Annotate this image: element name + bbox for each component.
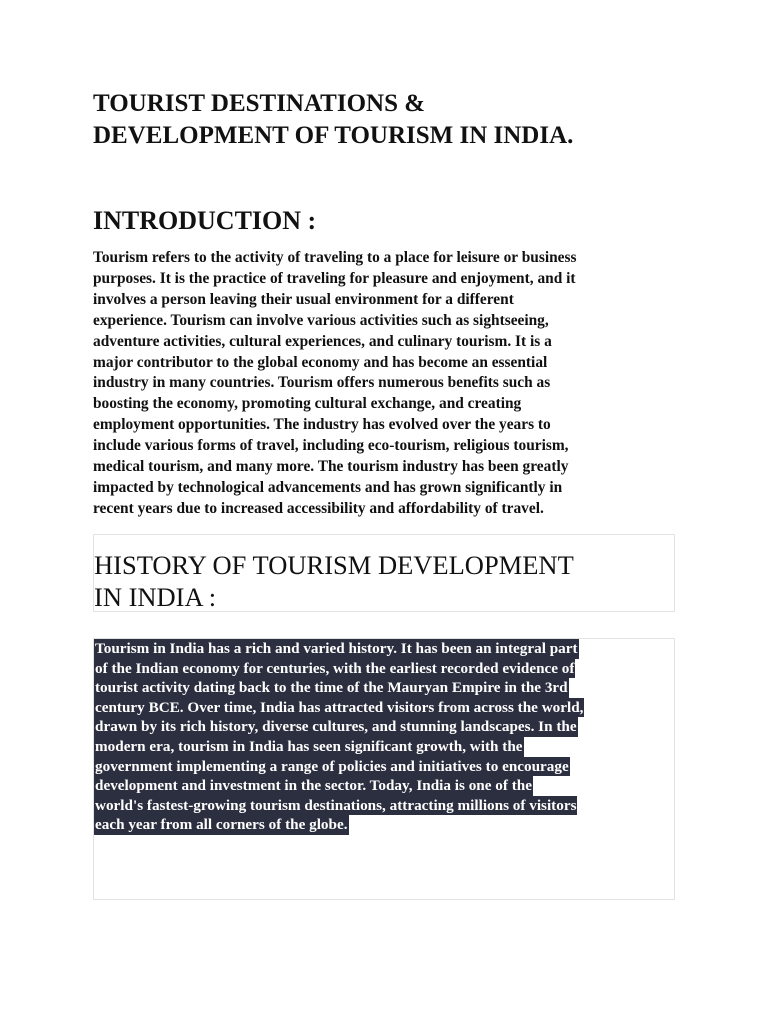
history-paragraph-selected[interactable] bbox=[94, 639, 584, 835]
intro-line: experience. Tourism can involve various activities such as sightseeing, bbox=[93, 311, 549, 329]
intro-line: purposes. It is the practice of traveling for pleasure and enjoyment, and it bbox=[93, 269, 576, 287]
selected-line[interactable]: development and investment in the sector. Today, India is one of the bbox=[95, 777, 532, 795]
intro-line: major contributor to the global economy and has become an essential bbox=[93, 353, 548, 371]
intro-line: recent years due to increased accessibility and affordability of travel. bbox=[93, 499, 544, 517]
page-title bbox=[93, 88, 693, 152]
title-line-1: TOURIST DESTINATIONS & bbox=[93, 90, 426, 117]
intro-line: include various forms of travel, including eco-tourism, religious tourism, bbox=[93, 437, 569, 455]
history-heading-box bbox=[93, 534, 675, 612]
intro-line: boosting the economy, promoting cultural exchange, and creating bbox=[93, 395, 522, 413]
selected-line[interactable]: tourist activity dating back to the time of the Mauryan Empire in the 3rd bbox=[95, 679, 568, 697]
selected-line[interactable]: each year from all corners of the globe. bbox=[95, 816, 348, 834]
selected-line[interactable]: modern era, tourism in India has seen significant growth, with the bbox=[95, 737, 523, 755]
intro-line: industry in many countries. Tourism offers numerous benefits such as bbox=[93, 374, 551, 392]
title-line-2: DEVELOPMENT OF TOURISM IN INDIA. bbox=[93, 122, 574, 149]
history-heading-line-1: HISTORY OF TOURISM DEVELOPMENT bbox=[94, 550, 574, 580]
selected-line[interactable]: Tourism in India has a rich and varied history. It has been an integral part bbox=[95, 640, 578, 657]
intro-line: employment opportunities. The industry has evolved over the years to bbox=[93, 416, 551, 434]
introduction-heading: INTRODUCTION : bbox=[93, 206, 317, 235]
intro-line: adventure activities, cultural experiences, and culinary tourism. It is a bbox=[93, 332, 552, 350]
intro-line: involves a person leaving their usual environment for a different bbox=[93, 290, 514, 308]
history-text-box[interactable] bbox=[93, 638, 675, 900]
history-heading bbox=[94, 549, 574, 613]
intro-line: impacted by technological advancements and has grown significantly in bbox=[93, 478, 563, 496]
intro-line: medical tourism, and many more. The tourism industry has been greatly bbox=[93, 458, 569, 476]
selected-line[interactable]: government implementing a range of policies and initiatives to encourage bbox=[95, 757, 569, 775]
selected-line[interactable]: drawn by its rich history, diverse cultures, and stunning landscapes. In the bbox=[95, 718, 577, 736]
intro-line: Tourism refers to the activity of traveling to a place for leisure or business bbox=[93, 249, 577, 266]
selected-line[interactable]: century BCE. Over time, India has attracted visitors from across the world, bbox=[95, 698, 584, 716]
history-heading-line-2: IN INDIA : bbox=[94, 582, 217, 612]
introduction-paragraph bbox=[93, 248, 673, 520]
selected-line[interactable]: world's fastest-growing tourism destinations, attracting millions of visitors bbox=[95, 796, 577, 814]
selected-line[interactable]: of the Indian economy for centuries, with the earliest recorded evidence of bbox=[95, 659, 575, 677]
